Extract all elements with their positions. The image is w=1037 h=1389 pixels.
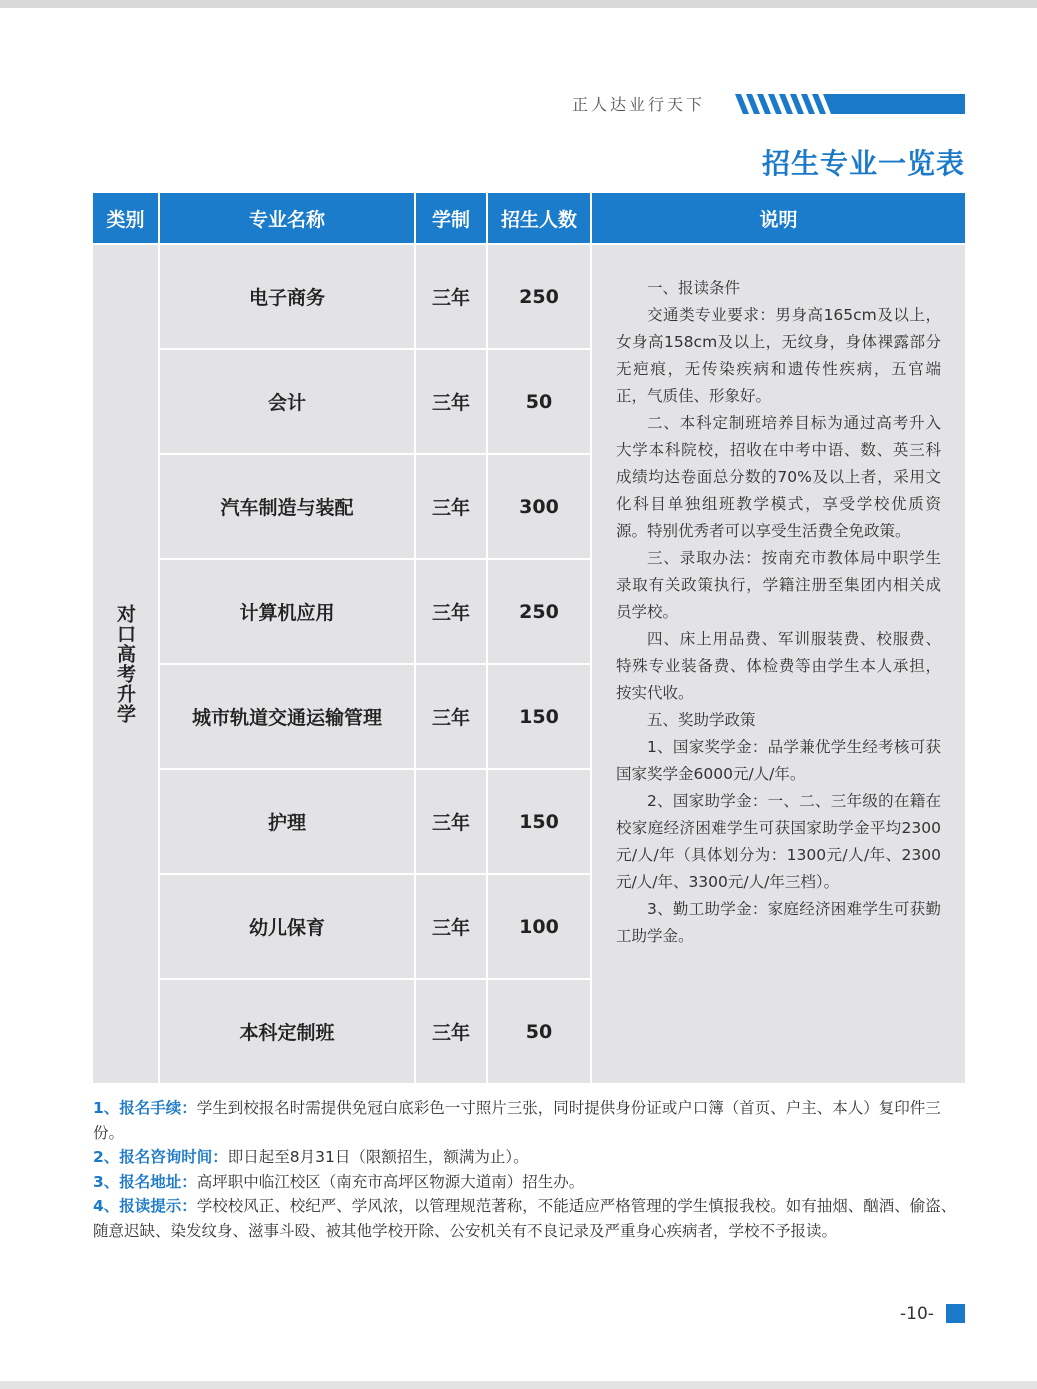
major-count: 50 [487, 979, 591, 1083]
major-duration: 三年 [415, 454, 487, 559]
column-header-major: 专业名称 [159, 193, 415, 244]
note-label: 4、报读提示： [93, 1197, 197, 1215]
page-number: -10- [900, 1304, 934, 1324]
description-paragraph: 二、本科定制班培养目标为通过高考升入大学本科院校，招收在中考中语、数、英三科成绩均达卷面总分数的70%及以上者，采用文化科目单独组班教学模式，享受学校优质资源。特别优秀者可以享受生活费全免政策。 [616, 414, 941, 540]
decorative-stripes [735, 94, 965, 114]
description-paragraph: 一、报读条件 [647, 279, 741, 297]
note-text: 学校校风正、校纪严、学风浓，以管理规范著称，不能适应严格管理的学生慎报我校。如有抽烟、酗酒、偷盗、随意迟缺、染发纹身、滋事斗殴、被其他学校开除、公安机关有不良记录及严重身心疾病者，学校不予报读。 [93, 1197, 957, 1240]
major-count: 50 [487, 349, 591, 454]
major-name: 幼儿保育 [159, 874, 415, 979]
note-label: 3、报名地址： [93, 1172, 197, 1191]
major-name: 城市轨道交通运输管理 [159, 664, 415, 769]
major-count: 100 [487, 874, 591, 979]
major-count: 150 [487, 769, 591, 874]
category-label: 对口高考升学 [114, 604, 136, 724]
major-name: 电子商务 [159, 244, 415, 349]
major-count: 250 [487, 244, 591, 349]
note-label: 1、报名手续： [93, 1099, 197, 1117]
major-duration: 三年 [415, 874, 487, 979]
description-text [616, 275, 941, 950]
note-label: 2、报名咨询时间： [93, 1148, 228, 1166]
major-count: 150 [487, 664, 591, 769]
major-name: 会计 [159, 349, 415, 454]
note-item [93, 1145, 965, 1170]
column-header-duration: 学制 [415, 193, 487, 244]
header-slogan: 正人达业行天下 [572, 95, 706, 114]
description-paragraph: 三、录取办法：按南充市教体局中职学生录取有关政策执行，学籍注册至集团内相关成员学校。 [616, 549, 941, 621]
description-paragraph: 四、床上用品费、军训服装费、校服费、特殊专业装备费、体检费等由学生本人承担，按实代收。 [616, 630, 941, 702]
bottom-border [0, 1381, 1037, 1389]
table-row [93, 244, 965, 349]
note-text: 高坪职中临江校区（南充市高坪区物源大道南）招生办。 [196, 1172, 585, 1191]
top-border [0, 0, 1037, 8]
category-cell [93, 244, 159, 1083]
major-name: 护理 [159, 769, 415, 874]
table-header-row [93, 193, 965, 244]
major-duration: 三年 [415, 979, 487, 1083]
column-header-category: 类别 [93, 193, 159, 244]
note-item [93, 1170, 965, 1195]
page-number-marker [946, 1304, 965, 1323]
column-header-description: 说明 [591, 193, 965, 244]
major-count: 300 [487, 454, 591, 559]
description-cell [591, 244, 965, 1083]
column-header-count: 招生人数 [487, 193, 591, 244]
major-name: 本科定制班 [159, 979, 415, 1083]
major-duration: 三年 [415, 769, 487, 874]
description-paragraph: 交通类专业要求：男身高165cm及以上，女身高158cm及以上，无纹身，身体裸露部分无疤痕，无传染疾病和遗传性疾病，五官端正，气质佳、形象好。 [616, 306, 941, 405]
description-paragraph: 3、勤工助学金：家庭经济困难学生可获勤工助学金。 [616, 900, 941, 945]
major-duration: 三年 [415, 244, 487, 349]
page-title: 招生专业一览表 [761, 147, 965, 180]
description-paragraph: 1、国家奖学金：品学兼优学生经考核可获国家奖学金6000元/人/年。 [616, 738, 941, 783]
note-item [93, 1096, 965, 1145]
majors-table [93, 193, 965, 1083]
description-paragraph: 2、国家助学金：一、二、三年级的在籍在校家庭经济困难学生可获国家助学金平均2300元/人/年（具体划分为：1300元/人/年、2300元/人/年、3300元/人/年三档）。 [616, 792, 941, 891]
major-name: 计算机应用 [159, 559, 415, 664]
description-paragraph: 五、奖助学政策 [647, 711, 756, 729]
note-text: 学生到校报名时需提供免冠白底彩色一寸照片三张，同时提供身份证或户口簿（首页、户主、本人）复印件三份。 [93, 1099, 941, 1142]
major-name: 汽车制造与装配 [159, 454, 415, 559]
enrollment-notes [93, 1096, 965, 1243]
note-item [93, 1194, 965, 1243]
note-text: 即日起至8月31日（限额招生，额满为止）。 [227, 1148, 529, 1166]
major-duration: 三年 [415, 664, 487, 769]
major-count: 250 [487, 559, 591, 664]
major-duration: 三年 [415, 559, 487, 664]
major-duration: 三年 [415, 349, 487, 454]
